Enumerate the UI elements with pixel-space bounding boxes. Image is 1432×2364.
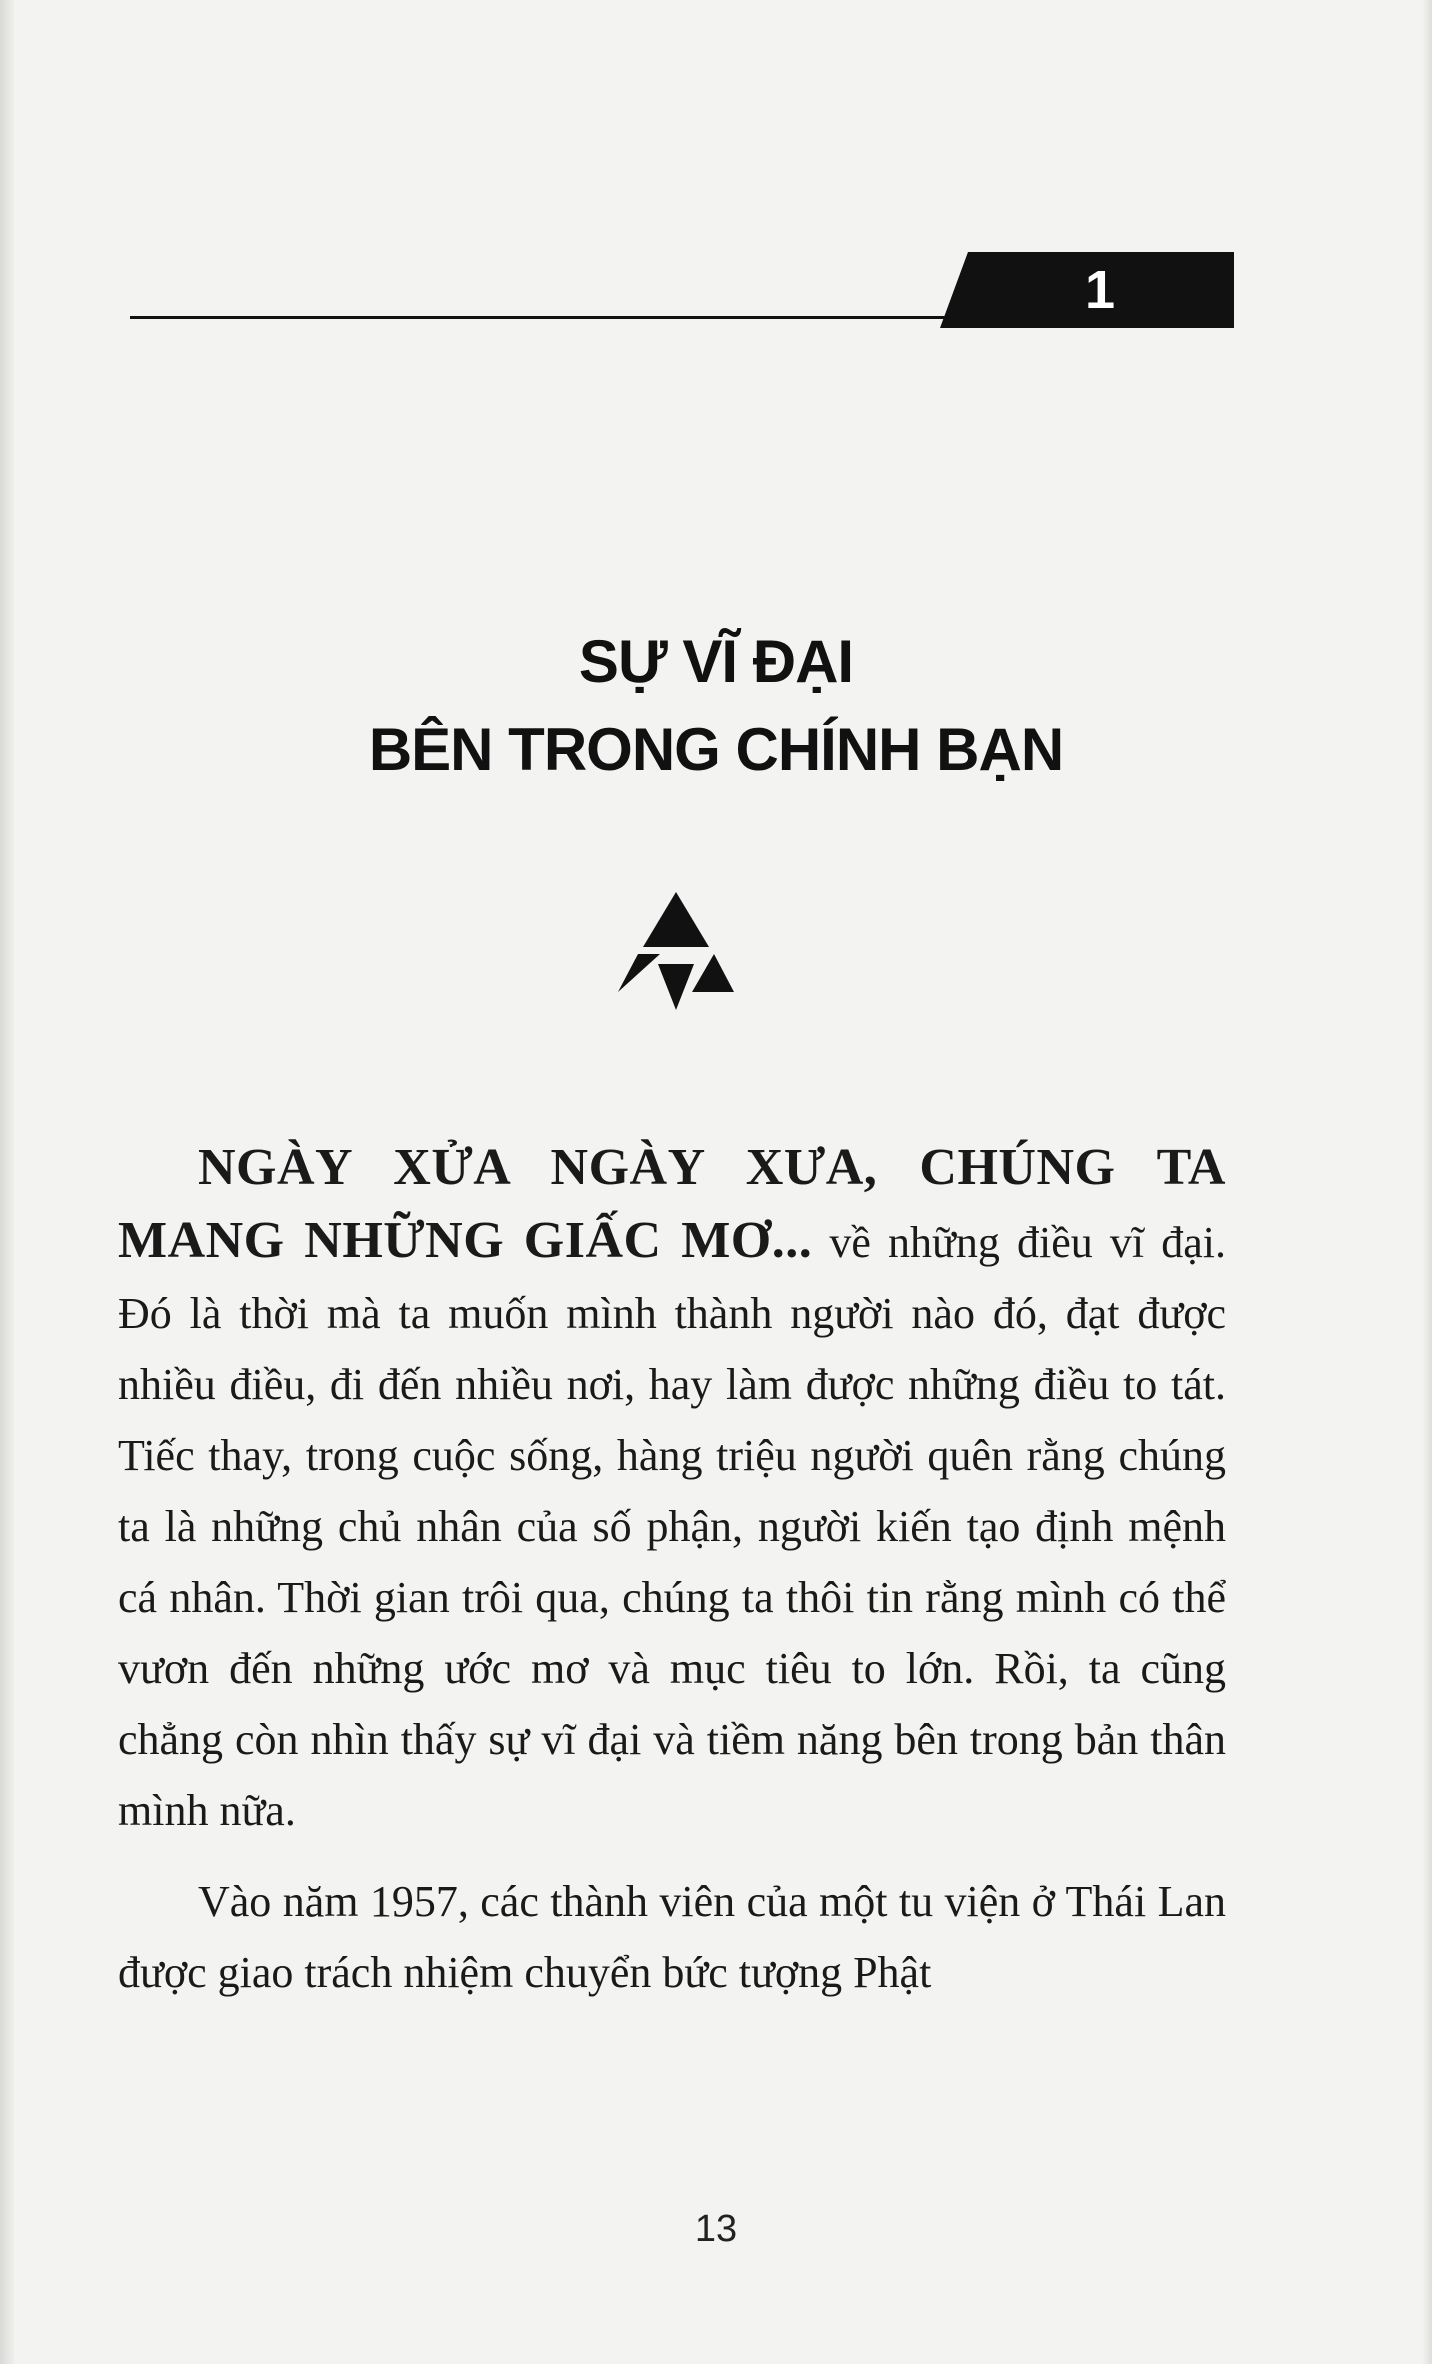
chapter-title-line-1: SỰ VĨ ĐẠI bbox=[578, 628, 854, 695]
chapter-title bbox=[0, 618, 1432, 794]
scan-edge-right bbox=[1422, 0, 1432, 2364]
body-text bbox=[118, 1132, 1226, 2008]
chapter-title-line-2: BÊN TRONG CHÍNH BẠN bbox=[368, 716, 1064, 783]
paragraph-1-text: về những điều vĩ đại. Đó là thời mà ta muốn mình thành người nào đó, đạt được nhiều điều, đi đến nhiều nơi, hay làm được những điều to tát. Tiếc thay, trong cuộc sống, hàng triệu người quên rằng chúng ta là những chủ nhân của số phận, người kiến tạo định mệnh cá nhân. Thời gian trôi qua, chúng ta thôi tin rằng mình có thể vươn đến những ước mơ và mục tiêu to lớn. Rồi, ta cũng chẳng còn nhìn thấy sự vĩ đại và tiềm năng bên trong bản thân mình nữa. bbox=[118, 1218, 1226, 1835]
chapter-header-rule bbox=[130, 316, 960, 319]
page-number: 13 bbox=[694, 2208, 738, 2250]
paragraph-1 bbox=[118, 1132, 1226, 1846]
paragraph-2: Vào năm 1957, các thành viên của một tu viện ở Thái Lan được giao trách nhiệm chuyển bức tượng Phật bbox=[118, 1877, 1226, 1997]
scan-edge-left bbox=[0, 0, 14, 2364]
triangle-cluster-icon bbox=[616, 892, 736, 1020]
chapter-number: 1 bbox=[1084, 260, 1116, 320]
paragraph-lead-in: NGÀY XỬA NGÀY XƯA, CHÚNG TA MANG NHỮNG GIẤC MƠ... bbox=[118, 1139, 1226, 1269]
